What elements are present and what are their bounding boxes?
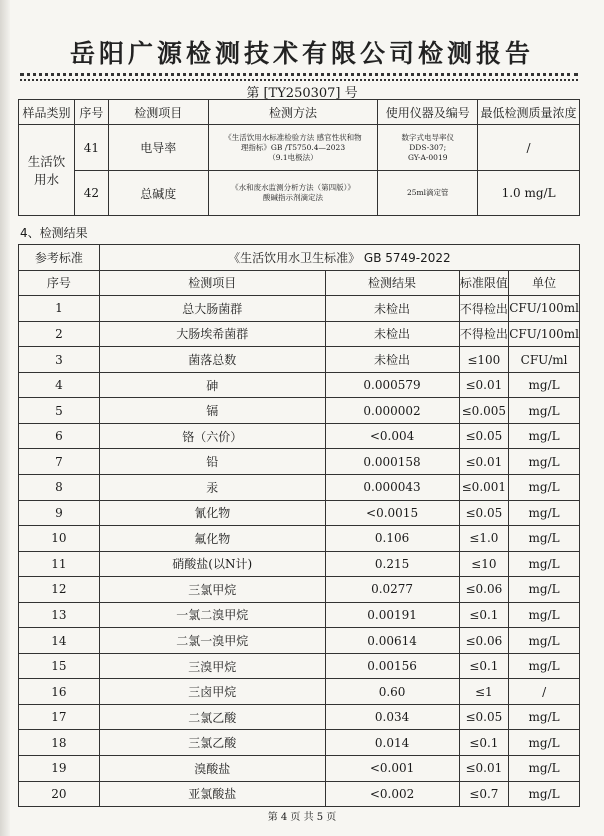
table-row	[19, 296, 580, 322]
result-no: 7	[19, 449, 100, 475]
result-item: 二氯乙酸	[99, 704, 325, 730]
result-value: 未检出	[325, 296, 459, 322]
result-no: 16	[19, 679, 100, 705]
result-limit: ≤0.001	[459, 474, 509, 500]
result-no: 20	[19, 781, 100, 807]
result-item: 镉	[99, 398, 325, 424]
result-limit: ≤0.01	[459, 449, 509, 475]
header-limit: 标准限值	[459, 270, 509, 296]
method-line: 《生活饮用水标准检验方法 感官性状和物	[224, 132, 362, 142]
result-unit: mg/L	[509, 398, 580, 424]
result-value: 0.215	[325, 551, 459, 577]
table-row	[19, 347, 580, 373]
result-unit: CFU/100ml	[509, 321, 580, 347]
result-value: 未检出	[325, 347, 459, 373]
result-no: 14	[19, 628, 100, 654]
result-limit: ≤0.7	[459, 781, 509, 807]
result-limit: ≤0.05	[459, 423, 509, 449]
result-no: 11	[19, 551, 100, 577]
table-row	[19, 577, 580, 603]
method-line: （9.1电极法）	[268, 152, 318, 162]
result-no: 12	[19, 577, 100, 603]
method-row-method	[208, 171, 378, 216]
result-item: 总大肠菌群	[99, 296, 325, 322]
result-limit: ≤0.01	[459, 372, 509, 398]
result-value: <0.001	[325, 755, 459, 781]
instrument-line: GY-A-0019	[407, 152, 448, 162]
result-item: 三卤甲烷	[99, 679, 325, 705]
result-unit: mg/L	[509, 653, 580, 679]
header-result: 检测结果	[325, 270, 459, 296]
report-number: 第 [TY250307] 号	[246, 86, 358, 101]
section-title: 4、检测结果	[20, 226, 88, 240]
result-value: 0.0277	[325, 577, 459, 603]
report-title: 岳阳广源检测技术有限公司检测报告	[69, 39, 534, 68]
title-divider-top	[20, 73, 578, 76]
result-value: <0.002	[325, 781, 459, 807]
result-no: 13	[19, 602, 100, 628]
table-row	[19, 321, 580, 347]
result-limit: ≤0.005	[459, 398, 509, 424]
method-row	[19, 171, 580, 216]
result-item: 铬（六价）	[99, 423, 325, 449]
result-unit: mg/L	[509, 474, 580, 500]
table-row	[19, 730, 580, 756]
result-limit: ≤1.0	[459, 526, 509, 552]
result-value: 0.014	[325, 730, 459, 756]
result-no: 8	[19, 474, 100, 500]
result-value: 0.00191	[325, 602, 459, 628]
table-row	[19, 551, 580, 577]
result-value: 0.000002	[325, 398, 459, 424]
result-no: 5	[19, 398, 100, 424]
result-no: 18	[19, 730, 100, 756]
scan-edge-shadow	[0, 0, 10, 836]
table-row	[19, 704, 580, 730]
result-item: 菌落总数	[99, 347, 325, 373]
result-limit: ≤0.1	[459, 653, 509, 679]
title-divider-bottom	[20, 79, 578, 81]
result-item: 汞	[99, 474, 325, 500]
table-row	[19, 755, 580, 781]
header-min-conc: 最低检测质量浓度	[478, 100, 580, 125]
result-unit: mg/L	[509, 602, 580, 628]
result-item: 三溴甲烷	[99, 653, 325, 679]
result-unit: mg/L	[509, 781, 580, 807]
table-row	[19, 500, 580, 526]
result-limit: ≤0.06	[459, 577, 509, 603]
standard-row	[19, 245, 580, 271]
result-no: 15	[19, 653, 100, 679]
result-unit: /	[509, 679, 580, 705]
table-row	[19, 653, 580, 679]
sample-category: 生活饮用水	[19, 125, 75, 216]
result-limit: ≤1	[459, 679, 509, 705]
table-row	[19, 526, 580, 552]
result-item: 亚氯酸盐	[99, 781, 325, 807]
header-item: 检测项目	[108, 100, 208, 125]
standard-label: 参考标准	[19, 245, 100, 271]
table-row	[19, 449, 580, 475]
table-row	[19, 781, 580, 807]
table-row	[19, 628, 580, 654]
result-item: 硝酸盐(以N计)	[99, 551, 325, 577]
result-limit: ≤0.1	[459, 730, 509, 756]
result-value: 0.000043	[325, 474, 459, 500]
standard-value: 《生活饮用水卫生标准》 GB 5749-2022	[99, 245, 579, 271]
method-row-method	[208, 125, 378, 171]
result-value: 0.00614	[325, 628, 459, 654]
result-unit: CFU/ml	[509, 347, 580, 373]
result-limit: ≤0.06	[459, 628, 509, 654]
header-method: 检测方法	[208, 100, 378, 125]
result-item: 砷	[99, 372, 325, 398]
instrument-line: 数字式电导率仪	[401, 132, 454, 142]
result-item: 氰化物	[99, 500, 325, 526]
result-value: 0.106	[325, 526, 459, 552]
result-limit: ≤0.05	[459, 704, 509, 730]
result-unit: mg/L	[509, 526, 580, 552]
result-unit: mg/L	[509, 449, 580, 475]
instrument-line: 25ml滴定管	[406, 188, 449, 197]
method-row-min-conc: /	[478, 125, 580, 171]
result-value: 0.60	[325, 679, 459, 705]
result-value: 未检出	[325, 321, 459, 347]
result-unit: mg/L	[509, 628, 580, 654]
result-no: 2	[19, 321, 100, 347]
result-no: 17	[19, 704, 100, 730]
method-row-instrument	[378, 171, 478, 216]
result-limit: ≤100	[459, 347, 509, 373]
result-no: 19	[19, 755, 100, 781]
result-item: 二氯一溴甲烷	[99, 628, 325, 654]
result-unit: mg/L	[509, 423, 580, 449]
result-value: 0.00156	[325, 653, 459, 679]
result-limit: ≤0.1	[459, 602, 509, 628]
method-line: 酸碱指示剂滴定法	[262, 193, 323, 202]
method-row-min-conc: 1.0 mg/L	[478, 171, 580, 216]
method-line: 《水和废水监测分析方法（第四版）》	[231, 183, 355, 192]
method-table-header	[19, 100, 580, 125]
result-item: 大肠埃希菌群	[99, 321, 325, 347]
result-unit: mg/L	[509, 730, 580, 756]
method-row-item: 电导率	[108, 125, 208, 171]
table-row	[19, 398, 580, 424]
result-limit: ≤10	[459, 551, 509, 577]
instrument-line: DDS-307;	[409, 142, 447, 152]
result-no: 1	[19, 296, 100, 322]
result-value: <0.0015	[325, 500, 459, 526]
result-item: 三氯乙酸	[99, 730, 325, 756]
result-unit: mg/L	[509, 704, 580, 730]
table-row	[19, 474, 580, 500]
result-no: 6	[19, 423, 100, 449]
method-row-item: 总碱度	[108, 171, 208, 216]
method-row-no: 42	[74, 171, 108, 216]
table-row	[19, 679, 580, 705]
header-category: 样品类别	[19, 100, 75, 125]
method-table	[18, 99, 580, 216]
result-item: 氟化物	[99, 526, 325, 552]
result-unit: mg/L	[509, 755, 580, 781]
table-row	[19, 423, 580, 449]
result-item: 铅	[99, 449, 325, 475]
result-unit: mg/L	[509, 372, 580, 398]
method-row-instrument	[378, 125, 478, 171]
header-no: 序号	[74, 100, 108, 125]
result-limit: 不得检出	[459, 321, 509, 347]
result-limit: ≤0.05	[459, 500, 509, 526]
page-footer: 第 4 页 共 5 页	[267, 812, 337, 823]
result-unit: mg/L	[509, 577, 580, 603]
result-item: 一氯二溴甲烷	[99, 602, 325, 628]
result-no: 9	[19, 500, 100, 526]
result-unit: CFU/100ml	[509, 296, 580, 322]
result-value: <0.004	[325, 423, 459, 449]
table-row	[19, 372, 580, 398]
result-limit: ≤0.01	[459, 755, 509, 781]
result-item: 溴酸盐	[99, 755, 325, 781]
result-unit: mg/L	[509, 551, 580, 577]
method-line: 理指标》GB /T5750.4—2023	[240, 142, 346, 152]
result-no: 3	[19, 347, 100, 373]
header-unit: 单位	[509, 270, 580, 296]
header-instrument: 使用仪器及编号	[378, 100, 478, 125]
results-table	[18, 244, 580, 807]
header-item: 检测项目	[99, 270, 325, 296]
result-limit: 不得检出	[459, 296, 509, 322]
result-no: 10	[19, 526, 100, 552]
table-row	[19, 602, 580, 628]
header-no: 序号	[19, 270, 100, 296]
method-row-no: 41	[74, 125, 108, 171]
result-no: 4	[19, 372, 100, 398]
result-item: 三氯甲烷	[99, 577, 325, 603]
result-value: 0.034	[325, 704, 459, 730]
method-row	[19, 125, 580, 171]
result-value: 0.000579	[325, 372, 459, 398]
result-unit: mg/L	[509, 500, 580, 526]
results-header	[19, 270, 580, 296]
result-value: 0.000158	[325, 449, 459, 475]
